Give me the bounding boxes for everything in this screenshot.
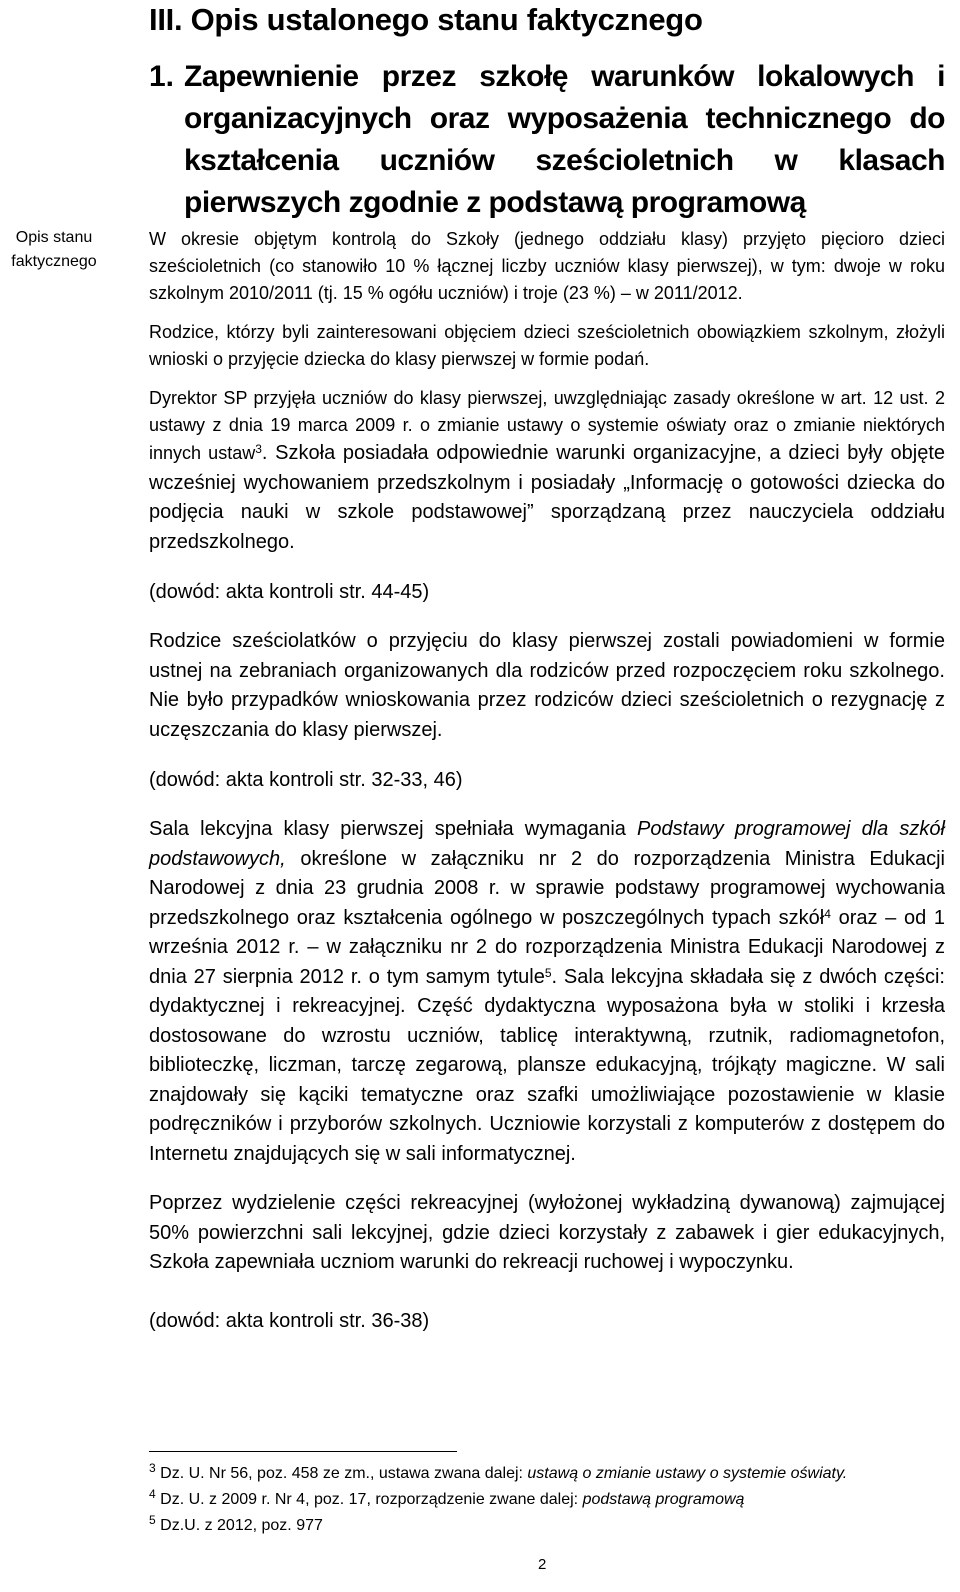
footnote-4-text: Dz. U. z 2009 r. Nr 4, poz. 17, rozporządzenie zwane dalej: [155, 1491, 583, 1508]
footnote-5 [149, 1513, 945, 1539]
evidence-note-3: (dowód: akta kontroli str. 36-38) [149, 1309, 430, 1332]
paragraph-3 [149, 385, 945, 557]
footnote-4 [149, 1487, 945, 1513]
paragraph-1: W okresie objętym kontrolą do Szkoły (jednego oddziału klasy) przyjęto pięcioro dzieci sześcioletnich (co stanowiło 10 % łącznej liczby uczniów klasy pierwszej), w tym: dwoje w roku szkolnym 2010/2011 (tj. 15 % ogółu uczniów) i troje (23 %) – w 2011/2012. [149, 229, 945, 303]
paragraph-5-text-b: określone w załączniku nr 2 do rozporządzenia Ministra Edukacji Narodowej z dnia 23 grudnia 2008 r. w sprawie podstawy programowej wychowania przedszkolnego oraz kształcenia ogólnego w poszczególnych typach szkół [149, 847, 945, 929]
footnote-3-text: Dz. U. Nr 56, poz. 458 ze zm., ustawa zwana dalej: [155, 1465, 528, 1482]
page-number: 2 [538, 1556, 547, 1573]
paragraph-5-text-d: . Sala lekcyjna składała się z dwóch części: dydaktycznej i rekreacyjnej. Część dydaktyczna wyposażona była w stoliki i krzesła dostosowane do wzrostu uczniów, tablicę interaktywną, rzutnik, radiomagnetofon, biblioteczkę, liczman, tarczę zegarową, plansze edukacyjną, trójkąty magiczne. W sali znajdowały się kąciki tematyczne oraz szafki umożliwiające pozostawienie w klasie podręczników i przyborów szkolnych. Uczniowie korzystali z komputerów z dostępem do Internetu znajdujących się w sali informatycznej. [149, 965, 945, 1165]
footnote-divider [149, 1451, 457, 1452]
section-number: 1. [149, 60, 175, 93]
footnote-3-italic: ustawą o zmianie ustawy o systemie oświaty. [527, 1465, 848, 1482]
footnote-4-number: 4 [149, 1487, 156, 1501]
section-heading-text: Zapewnienie przez szkołę warunków lokalowych i organizacyjnych oraz wyposażenia technicznego do kształcenia uczniów sześcioletnich w klasach pierwszych zgodnie z podstawą programową [184, 60, 945, 219]
evidence-note-2: (dowód: akta kontroli str. 32-33, 46) [149, 769, 463, 791]
paragraph-5-italic: Podstawy programowej dla szkół podstawowych, [149, 818, 945, 870]
footnote-3 [149, 1461, 945, 1487]
footnote-ref-5: 5 [544, 965, 552, 980]
paragraph-4: Rodzice sześciolatków o przyjęciu do klasy pierwszej zostali powiadomieni w formie ustnej na zebraniach organizowanych dla rodziców przed rozpoczęciem roku szkolnego. Nie było przypadków wnioskowania przez rodziców dzieci sześcioletnich o rezygnację z uczęszczania do klasy pierwszej. [149, 630, 945, 741]
footnote-5-text: Dz.U. z 2012, poz. 977 [155, 1517, 323, 1534]
footnote-5-number: 5 [149, 1513, 156, 1527]
paragraph-3-text-b: . Szkoła posiadała odpowiednie warunki organizacyjne, a dzieci były objęte wcześniej wychowaniem przedszkolnym i posiadały „Informację o gotowości dziecka do podjęcia nauki w szkole podstawowej” sporządzaną przez nauczyciela oddziału przedszkolnego. [149, 442, 946, 553]
paragraph-6: Poprzez wydzielenie części rekreacyjnej (wyłożonej wykładziną dywanową) zajmującej 50% powierzchni sali lekcyjnej, gdzie dzieci korzystały z zabawek i gier edukacyjnych, Szkoła zapewniała uczniom warunki do rekreacji ruchowej i wypoczynku. [149, 1192, 945, 1273]
main-content [149, 226, 945, 1336]
paragraph-2: Rodzice, którzy byli zainteresowani objęciem dzieci sześcioletnich obowiązkiem szkolnym, złożyli wnioski o przyjęcie dziecka do klasy pierwszej w formie podań. [149, 322, 945, 369]
side-label: Opis stanu faktycznego [11, 229, 97, 270]
paragraph-3-text-a: Dyrektor SP przyjęła uczniów do klasy pierwszej, uwzględniając zasady określone w art. 12 ust. 2 ustawy z dnia 19 marca 2009 r. o zmianie ustawy o systemie oświaty oraz o zmianie niektórych innych ustaw [149, 388, 945, 463]
footnotes [149, 1461, 945, 1539]
evidence-note-1: (dowód: akta kontroli str. 44-45) [149, 581, 430, 603]
footnote-3-number: 3 [149, 1461, 156, 1475]
footnote-ref-4: 4 [824, 906, 831, 921]
page-title: III. Opis ustalonego stanu faktycznego [149, 2, 703, 37]
footnote-4-italic: podstawą programową [582, 1491, 745, 1508]
paragraph-5 [149, 815, 945, 1169]
paragraph-5-text-c: oraz – od 1 września 2012 r. – w załączniku nr 2 do rozporządzenia Ministra Edukacji Narodowej z dnia 27 sierpnia 2012 r. o tym samym tytule [149, 906, 946, 988]
paragraph-5-text-a: Sala lekcyjna klasy pierwszej spełniała wymagania [149, 818, 638, 840]
footnote-ref-3: 3 [255, 442, 262, 456]
section-heading [149, 56, 945, 224]
